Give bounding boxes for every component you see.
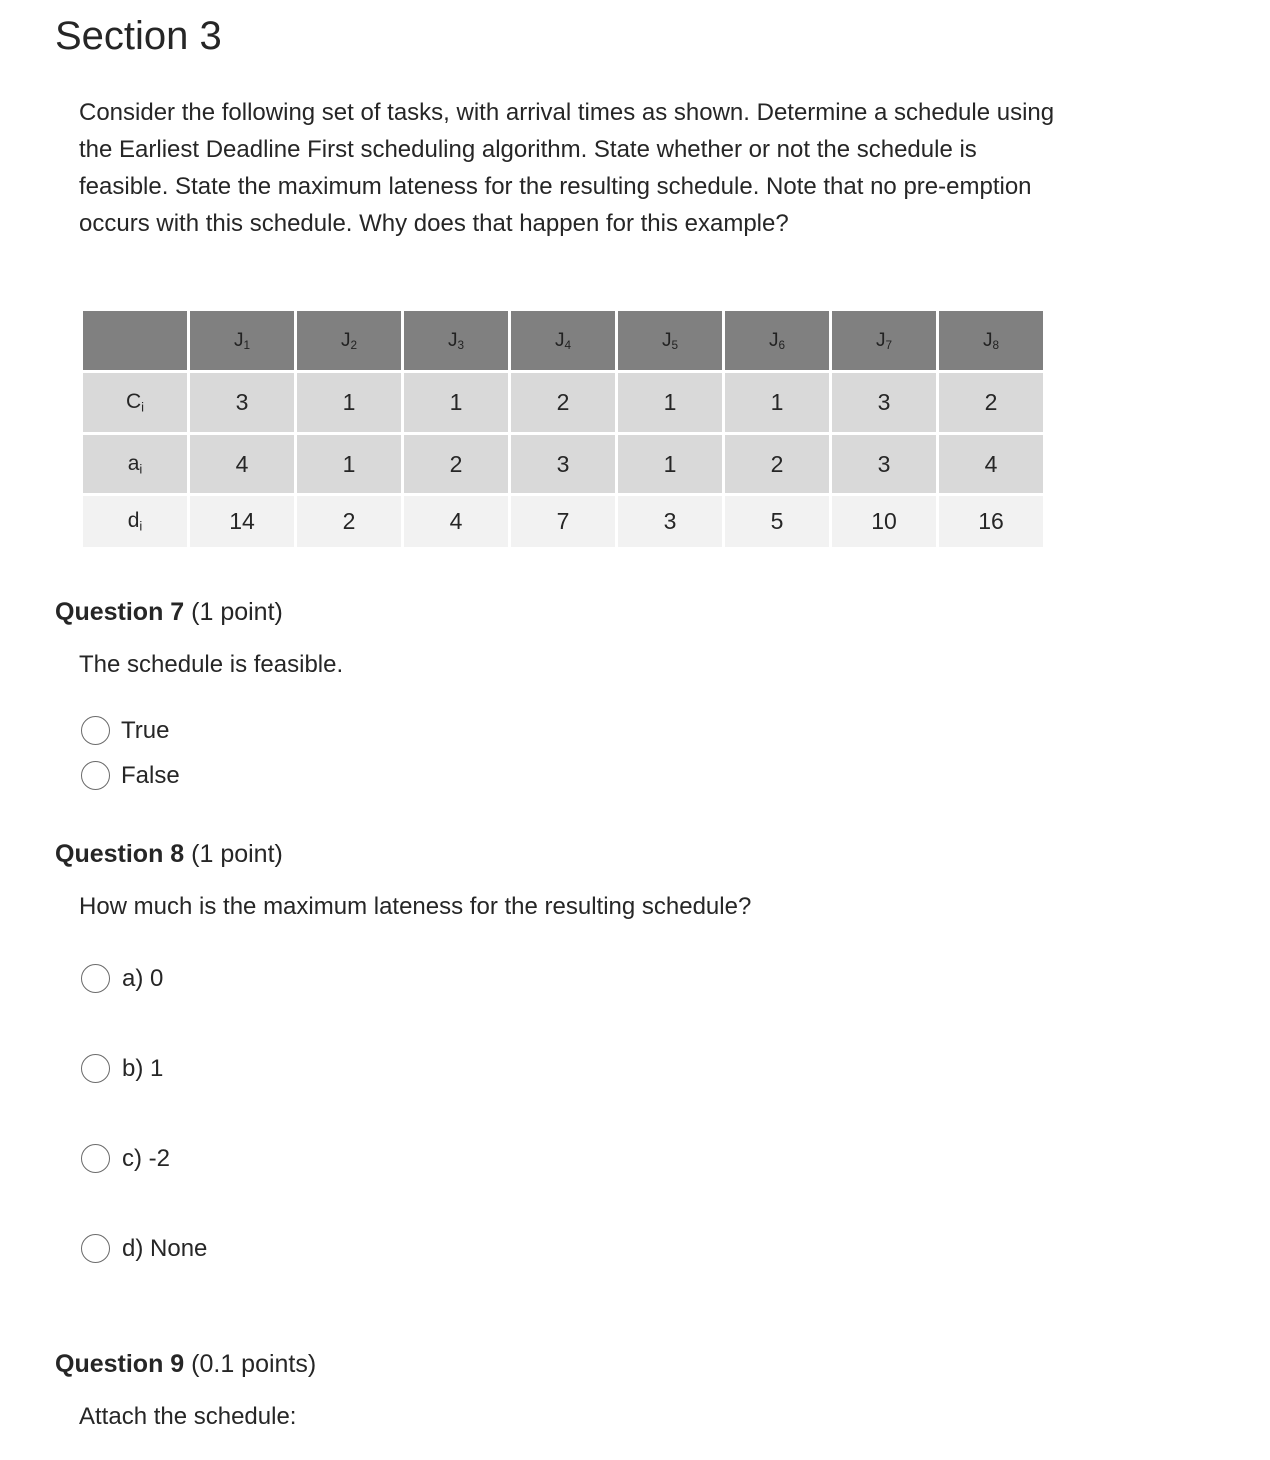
job-header-sub: 3 [457,338,465,352]
table-cell: 16 [939,496,1043,547]
table-cell: 2 [404,435,508,493]
option-false-label: False [121,761,180,789]
question-intro: Consider the following set of tasks, with arrival times as shown. Determine a schedule using the Earliest Deadline First scheduling algorithm. State whether or not the schedule is feasible. State the maximum lateness for the resulting schedule. Note that no pre-emption occurs with this schedule. Why does that happen for this example? [79,99,1055,237]
question-9-text: Attach the schedule: [79,1403,297,1430]
job-header-2 [297,311,401,370]
table-cell: 2 [725,435,829,493]
option-d[interactable] [81,1234,207,1263]
row-label-sub: i [139,461,143,477]
table-cell: 10 [832,496,936,547]
table-cell: 2 [511,373,615,432]
job-header-sub: 6 [778,338,786,352]
job-header-8 [939,311,1043,370]
task-table-row-d [83,496,1043,547]
radio-circle-icon[interactable] [81,1234,110,1263]
option-c-label: c) -2 [122,1144,170,1172]
option-a[interactable] [81,964,163,993]
question-7-heading [55,598,283,627]
job-header-sub: 7 [885,338,893,352]
job-header-base: J [661,329,672,351]
question-8-heading [55,840,283,869]
table-cell: 3 [618,496,722,547]
question-8-points: (1 point) [191,840,283,868]
row-label-sub: i [139,518,143,534]
table-cell: 3 [832,435,936,493]
option-true[interactable] [81,716,169,745]
row-label-base: a [127,451,140,475]
option-true-label: True [121,716,170,744]
section-title: Section 3 [55,14,222,58]
table-cell: 4 [190,435,294,493]
table-cell: 1 [297,373,401,432]
question-7-points: (1 point) [191,598,283,626]
table-cell: 5 [725,496,829,547]
question-9-points: (0.1 points) [191,1350,317,1378]
job-header-base: J [340,329,351,351]
job-header-base: J [875,329,886,351]
row-label-d [83,496,187,547]
task-table-header-row [83,311,1043,370]
radio-circle-icon[interactable] [81,716,110,745]
radio-circle-icon[interactable] [81,1144,110,1173]
row-label-base: d [127,509,140,533]
question-7-text: The schedule is feasible. [79,651,344,678]
table-cell: 1 [618,373,722,432]
job-header-base: J [554,329,565,351]
option-d-label: d) None [122,1234,208,1262]
table-cell: 1 [297,435,401,493]
radio-circle-icon[interactable] [81,1054,110,1083]
question-9-number: Question 9 [55,1350,185,1378]
job-header-base: J [233,329,244,351]
table-cell: 7 [511,496,615,547]
row-label-sub: i [141,399,145,415]
job-header-base: J [982,329,993,351]
job-header-6 [725,311,829,370]
table-cell: 2 [939,373,1043,432]
table-cell: 4 [939,435,1043,493]
question-9-heading [55,1350,316,1379]
table-cell: 4 [404,496,508,547]
job-header-5 [618,311,722,370]
table-cell: 14 [190,496,294,547]
task-table-row-c [83,373,1043,432]
row-label-c [83,373,187,432]
task-table-corner [83,311,187,370]
job-header-3 [404,311,508,370]
job-header-sub: 5 [671,338,679,352]
job-header-7 [832,311,936,370]
job-header-sub: 4 [564,338,572,352]
job-header-sub: 2 [350,338,358,352]
question-8-text: How much is the maximum lateness for the resulting schedule? [79,893,752,920]
option-b[interactable] [81,1054,163,1083]
table-cell: 1 [725,373,829,432]
task-table [80,308,1046,550]
job-header-1 [190,311,294,370]
option-a-label: a) 0 [122,964,164,992]
table-cell: 3 [832,373,936,432]
option-c[interactable] [81,1144,170,1173]
row-label-base: C [125,390,142,414]
row-label-a [83,435,187,493]
job-header-sub: 1 [243,338,251,352]
radio-circle-icon[interactable] [81,964,110,993]
job-header-4 [511,311,615,370]
job-header-base: J [768,329,779,351]
job-header-sub: 8 [992,338,1000,352]
radio-circle-icon[interactable] [81,761,110,790]
table-cell: 1 [404,373,508,432]
question-7-number: Question 7 [55,598,185,626]
question-8-number: Question 8 [55,840,185,868]
task-table-row-a [83,435,1043,493]
table-cell: 1 [618,435,722,493]
table-cell: 3 [190,373,294,432]
option-false[interactable] [81,761,180,790]
job-header-base: J [447,329,458,351]
option-b-label: b) 1 [122,1054,164,1082]
table-cell: 3 [511,435,615,493]
table-cell: 2 [297,496,401,547]
